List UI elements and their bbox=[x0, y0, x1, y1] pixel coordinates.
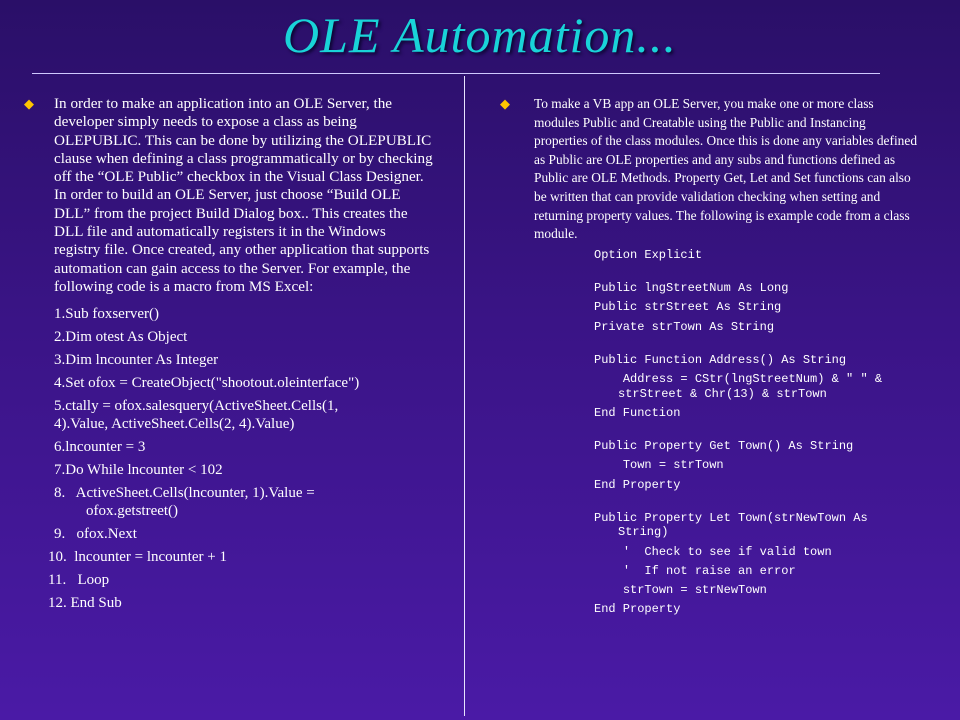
code-line: 8. ActiveSheet.Cells(lncounter, 1).Value = ofox.getstreet() bbox=[54, 485, 315, 520]
code-line: Public strStreet As String bbox=[594, 300, 782, 315]
title-divider bbox=[32, 73, 880, 74]
code-line: Public lngStreetNum As Long bbox=[594, 281, 789, 296]
code-line: 9. ofox.Next bbox=[54, 526, 137, 543]
right-column bbox=[500, 95, 920, 617]
left-column bbox=[24, 95, 434, 617]
code-line: 12. End Sub bbox=[48, 595, 122, 612]
code-line: 1.Sub foxserver() bbox=[54, 306, 159, 323]
vb-class-code bbox=[594, 248, 920, 617]
code-line: 2.Dim otest As Object bbox=[54, 329, 188, 346]
code-line: Town = strTown bbox=[594, 458, 724, 473]
code-line: End Property bbox=[594, 477, 681, 492]
code-line: 4.Set ofox = CreateObject("shootout.oleinterface") bbox=[54, 375, 360, 392]
right-bullet-item bbox=[500, 95, 920, 244]
code-line: Public Property Get Town() As String bbox=[594, 439, 854, 454]
right-paragraph: To make a VB app an OLE Server, you make one or more class modules Public and Creatable using the Public and Instancing properties of the class modules. Once this is done any variables defined as Public are OLE properties and any subs and functions defined as Public are OLE Methods. Property Get, Let and Set functions can also be written that can provide validation checking when setting and returning property values. The following is example code from a class module. bbox=[534, 96, 918, 242]
code-line: End Function bbox=[594, 405, 681, 420]
left-bullet-item bbox=[24, 95, 434, 612]
code-line: 11. Loop bbox=[48, 572, 110, 589]
code-line: String) bbox=[618, 525, 669, 540]
slide-title: OLE Automation... bbox=[283, 7, 677, 63]
column-divider bbox=[464, 76, 465, 716]
code-line: 10. lncounter = lncounter + 1 bbox=[48, 549, 227, 566]
code-line: Private strTown As String bbox=[594, 319, 775, 334]
code-line: 7.Do While lncounter < 102 bbox=[54, 462, 223, 479]
code-line: 3.Dim lncounter As Integer bbox=[54, 352, 219, 369]
code-line: Public Property Let Town(strNewTown As bbox=[594, 511, 868, 525]
code-line: 6.lncounter = 3 bbox=[54, 439, 146, 456]
code-line: Address = CStr(lngStreetNum) & " " & bbox=[594, 372, 883, 387]
code-line: Public Function Address() As String bbox=[594, 352, 847, 367]
code-line: 5.ctally = ofox.salesquery(ActiveSheet.Cells(1, 4).Value, ActiveSheet.Cells(2, 4).Value) bbox=[54, 398, 339, 433]
excel-macro-code bbox=[48, 305, 434, 612]
code-line: ' If not raise an error bbox=[594, 563, 796, 578]
code-line: End Property bbox=[594, 602, 681, 617]
left-paragraph: In order to make an application into an OLE Server, the developer simply needs to expose a class as being OLEPUBLIC. This can be done by utilizing the OLEPUBLIC clause when defining a class programmatically or by checking off the “OLE Public” checkbox in the Visual Class Designer. In order to build an OLE Server, just choose “Build OLE DLL” from the project Build Dialog box.. This creates the DLL file and automatically registers it in the Windows registry file. Once created, any other application that supports automation can gain access to the Server. For example, the following code is a macro from MS Excel: bbox=[54, 95, 433, 295]
diamond-bullet-icon: ◆ bbox=[500, 97, 510, 112]
code-line: strTown = strNewTown bbox=[594, 583, 767, 598]
code-line: strStreet & Chr(13) & strTown bbox=[618, 386, 827, 401]
code-line: ' Check to see if valid town bbox=[594, 544, 832, 559]
diamond-bullet-icon: ◆ bbox=[24, 97, 34, 112]
code-line: Option Explicit bbox=[594, 247, 703, 262]
